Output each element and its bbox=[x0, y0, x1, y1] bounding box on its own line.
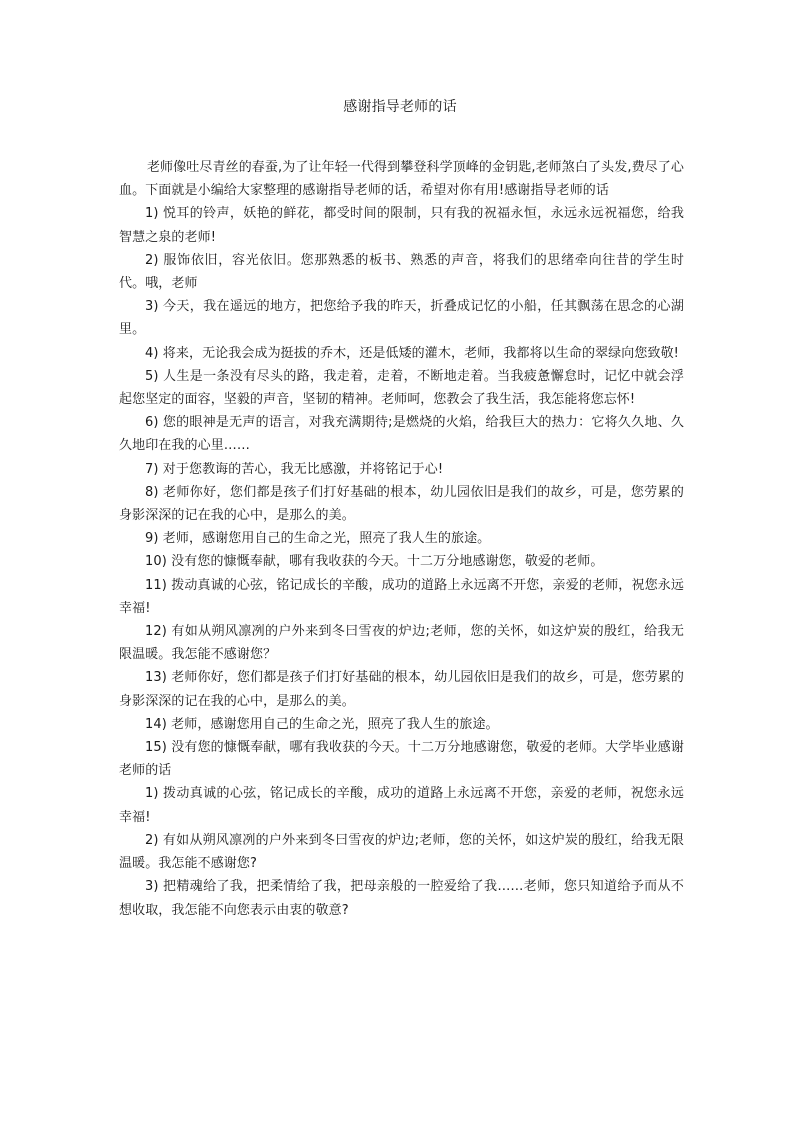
paragraph: 15) 没有您的慷慨奉献，哪有我收获的今天。十二万分地感谢您，敬爱的老师。大学毕业感谢老师的话 bbox=[119, 740, 684, 779]
paragraph: 5) 人生是一条没有尽头的路，我走着，走着，不断地走着。当我疲惫懈怠时，记忆中就会浮起您坚定的面容，坚毅的声音，坚韧的精神。老师呵，您教会了我生活，我怎能将您忘怀! bbox=[119, 368, 684, 408]
paragraph: 3) 把精魂给了我，把柔情给了我，把母亲般的一腔爱给了我……老师，您只知道给予而从不想收取，我怎能不向您表示由衷的敬意? bbox=[119, 879, 684, 918]
paragraph: 10) 没有您的慷慨奉献，哪有我收获的今天。十二万分地感谢您，敬爱的老师。 bbox=[145, 554, 604, 570]
paragraph: 1) 悦耳的铃声，妖艳的鲜花，都受时间的限制，只有我的祝福永恒，永远永远祝福您，给我智慧之泉的老师! bbox=[119, 206, 684, 245]
paragraph: 8) 老师你好，您们都是孩子们打好基础的根本，幼儿园依旧是我们的故乡，可是，您劳累的身影深深的记在我的心中，是那么的美。 bbox=[119, 484, 684, 524]
paragraph: 4) 将来，无论我会成为挺拔的乔木，还是低矮的灌木，老师，我都将以生命的翠绿向您致敬! bbox=[145, 345, 679, 361]
paragraph: 2) 服饰依旧，容光依旧。您那熟悉的板书、熟悉的声音，将我们的思绪牵向往昔的学生时代。哦，老师 bbox=[119, 252, 684, 292]
paragraph: 6) 您的眼神是无声的语言，对我充满期待;是燃烧的火焰，给我巨大的热力：它将久久地、久久地印在我的心里…… bbox=[119, 415, 684, 454]
paragraph: 1) 拨动真诚的心弦，铭记成长的辛酸，成功的道路上永远离不开您，亲爱的老师，祝您永远幸福! bbox=[119, 786, 684, 825]
paragraph: 12) 有如从朔风凛冽的户外来到冬曰雪夜的炉边;老师，您的关怀，如这炉炭的殷红，给我无限温暖。我怎能不感谢您？ bbox=[119, 624, 684, 663]
paragraph: 11) 拨动真诚的心弦，铭记成长的辛酸，成功的道路上永远离不开您，亲爱的老师，祝您永远幸福! bbox=[119, 577, 684, 616]
paragraph: 3) 今天，我在遥远的地方，把您给予我的昨天，折叠成记忆的小船，任其飘荡在思念的心湖里。 bbox=[119, 299, 684, 338]
paragraph: 7) 对于您教诲的苦心，我无比感激，并将铭记于心! bbox=[145, 461, 444, 477]
document-body bbox=[119, 156, 684, 922]
paragraph: 14) 老师，感谢您用自己的生命之光，照亮了我人生的旅途。 bbox=[145, 716, 499, 732]
paragraph: 9) 老师，感谢您用自己的生命之光，照亮了我人生的旅途。 bbox=[145, 531, 491, 547]
paragraph: 13) 老师你好，您们都是孩子们打好基础的根本，幼儿园依旧是我们的故乡，可是，您劳累的身影深深的记在我的心中，是那么的美。 bbox=[119, 670, 684, 709]
paragraph: 2) 有如从朔风凛冽的户外来到冬曰雪夜的炉边;老师，您的关怀，如这炉炭的殷红，给我无限温暖。我怎能不感谢您? bbox=[119, 832, 684, 872]
intro-paragraph: 老师像吐尽青丝的春蚕,为了让年轻一代得到攀登科学顶峰的金钥匙,老师煞白了头发,费尽了心血。下面就是小编给大家整理的感谢指导老师的话，希望对你有用!感谢指导老师的话 bbox=[119, 160, 684, 199]
page-title: 感谢指导老师的话 bbox=[343, 99, 457, 115]
